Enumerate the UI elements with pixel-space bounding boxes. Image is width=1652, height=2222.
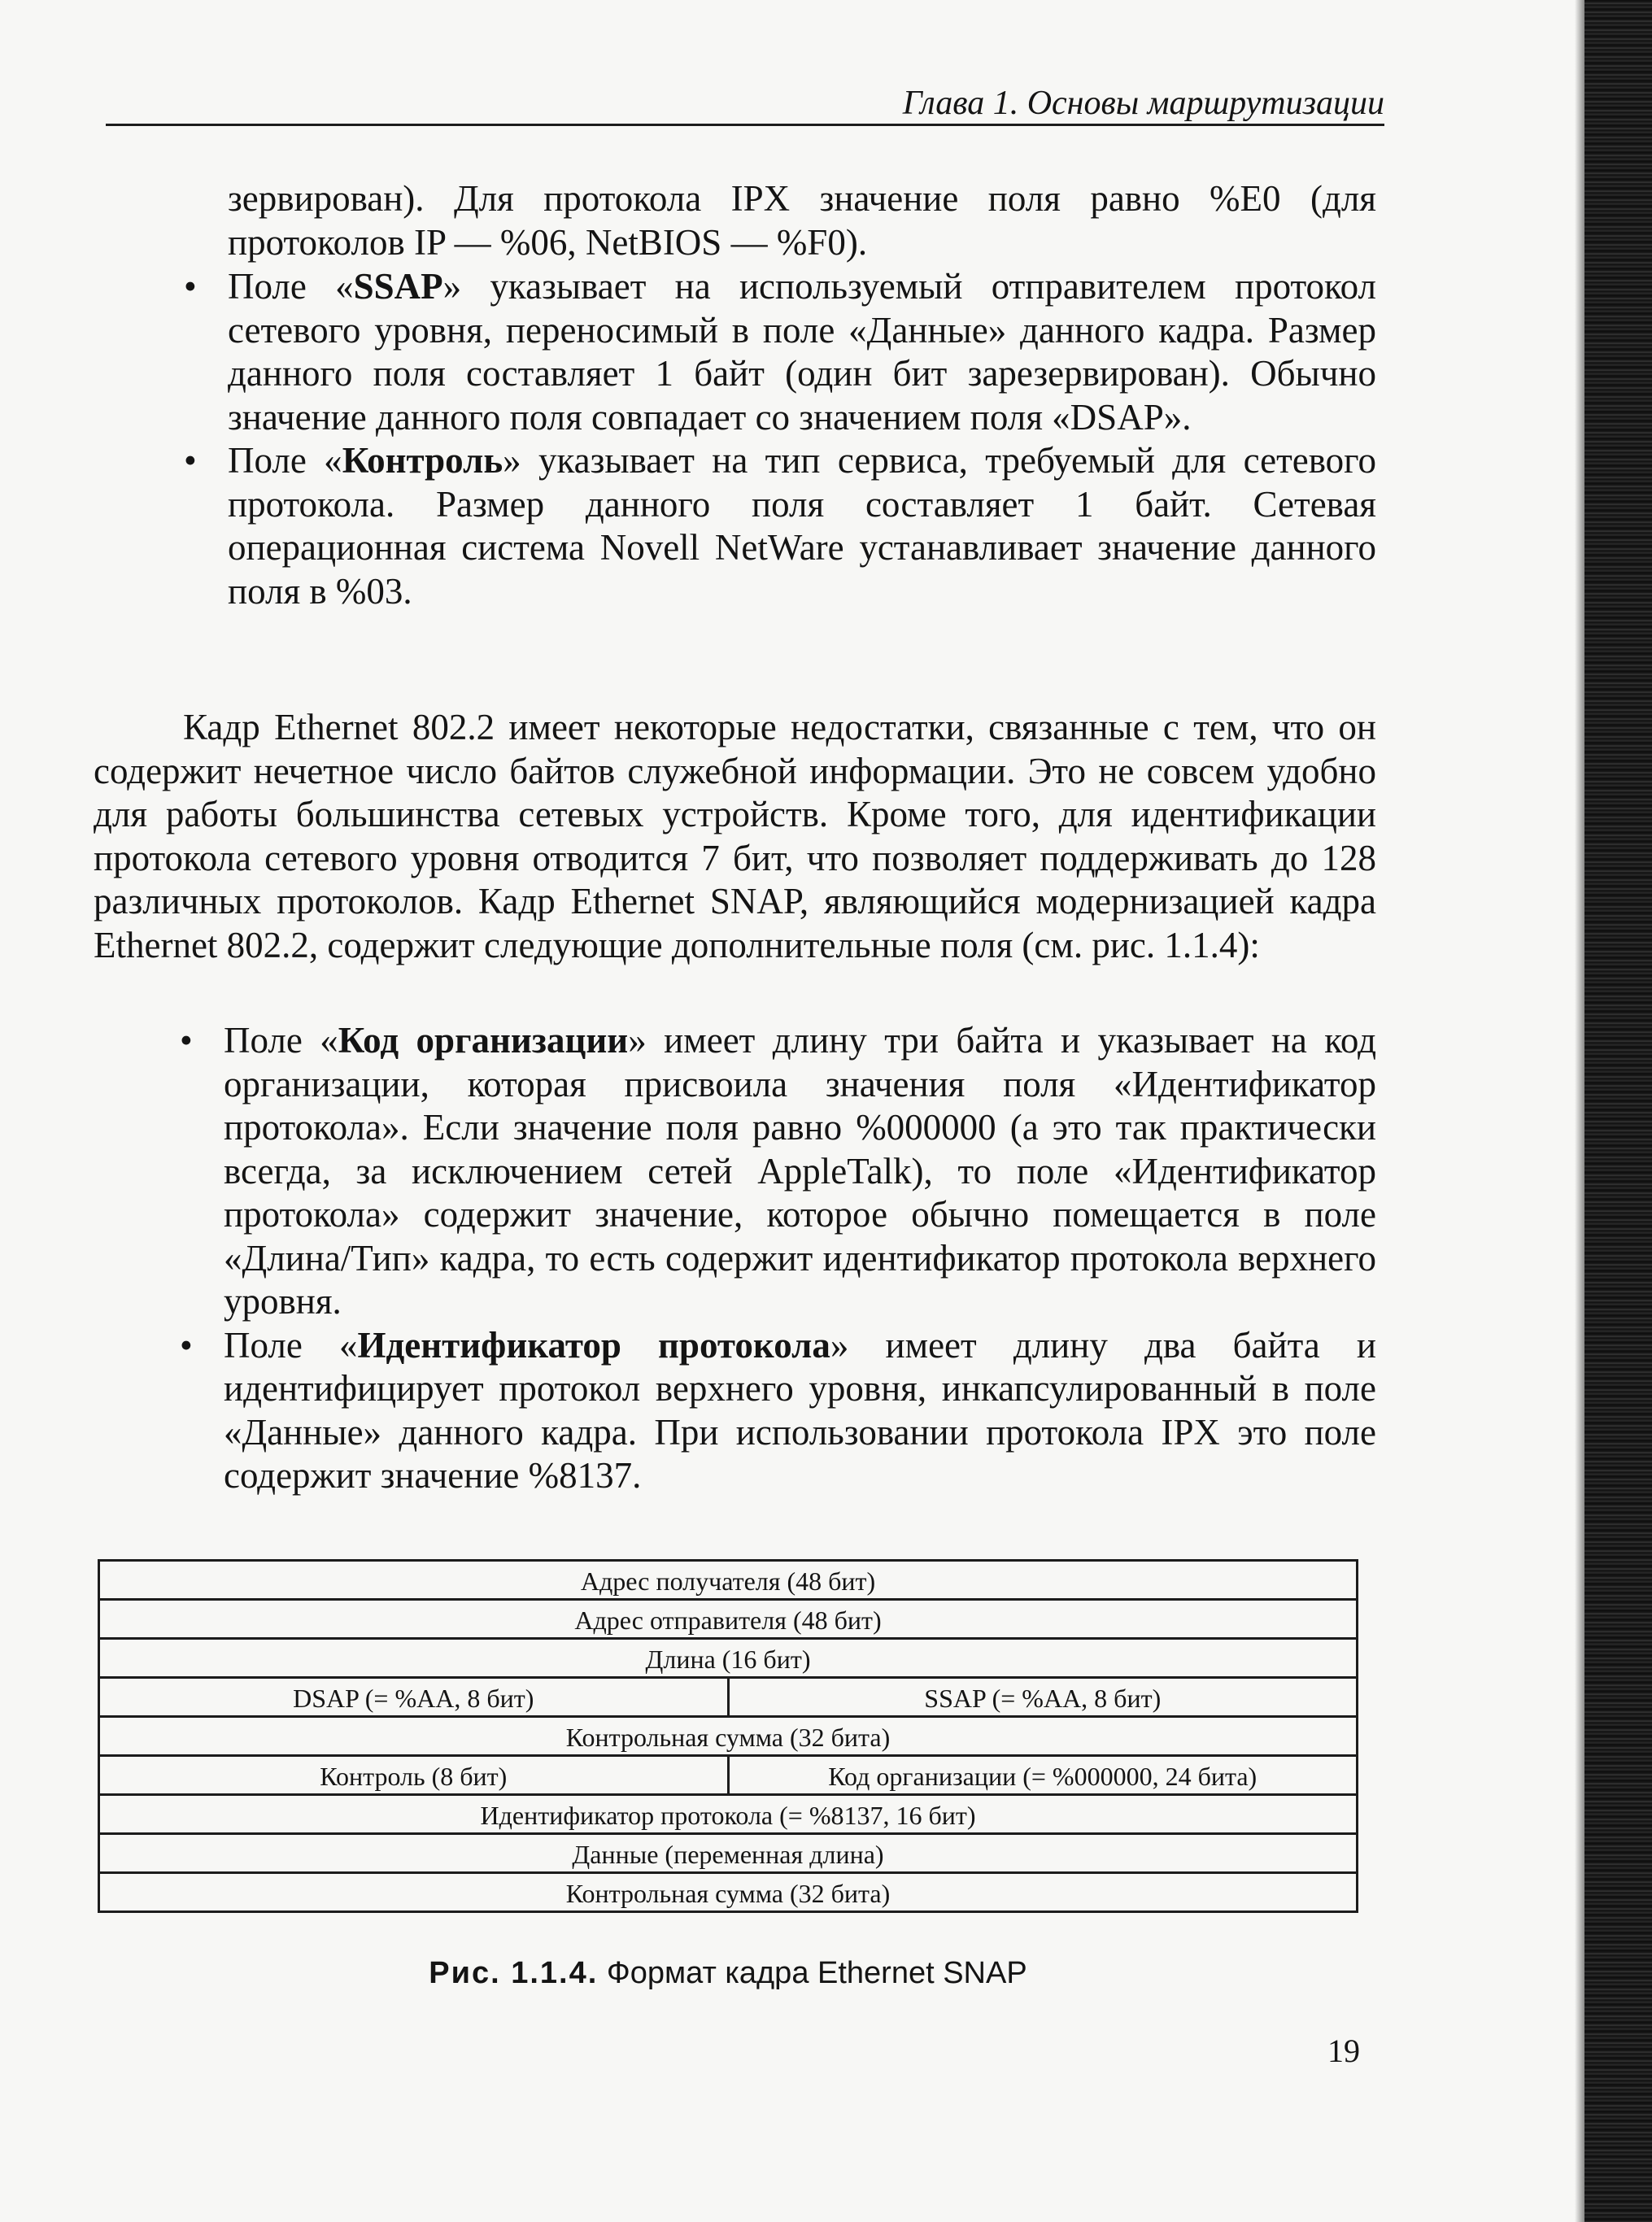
header-rule xyxy=(106,124,1384,126)
table-row xyxy=(99,1873,1358,1912)
frame-format-table xyxy=(98,1559,1358,1913)
table-row xyxy=(99,1795,1358,1834)
item-term: Идентификатор протокола xyxy=(357,1324,830,1366)
item-pre: Поле « xyxy=(228,266,354,307)
table-cell: Данные (переменная длина) xyxy=(99,1834,1358,1873)
page-number: 19 xyxy=(1327,2032,1360,2069)
binding-shadow xyxy=(1584,0,1652,2222)
table-row xyxy=(99,1834,1358,1873)
running-header: Глава 1. Основы маршрутизации xyxy=(902,85,1384,122)
figure-caption xyxy=(98,1954,1358,1992)
table-row xyxy=(99,1600,1358,1639)
continuation-text: зервирован). Для протокола IPX значение поля равно %E0 (для протоколов IP — %06, NetBIOS — %F0). xyxy=(228,178,1376,263)
item-term: Код организации xyxy=(338,1020,629,1061)
item-post: » указывает на используемый отправителем протокол сетевого уровня, переносимый в поле «Данные» данного кадра. Размер данного поля составляет 1 байт (один бит зарезервирован). Обычно значение данного поля совпадает со значением поля «DSAP». xyxy=(228,266,1376,438)
list-item-control xyxy=(184,439,1376,613)
field-list-b xyxy=(180,1019,1376,1498)
item-pre: Поле « xyxy=(228,440,342,481)
item-term: SSAP xyxy=(353,266,443,307)
table-cell: DSAP (= %AA, 8 бит) xyxy=(99,1678,729,1717)
bullet-icon: • xyxy=(184,440,197,481)
list-item-ssap xyxy=(184,265,1376,439)
caption-label: Рис. 1.1.4. xyxy=(429,1956,599,1990)
table-cell: Длина (16 бит) xyxy=(99,1639,1358,1678)
table-row xyxy=(99,1561,1358,1600)
table-row xyxy=(99,1717,1358,1756)
table-cell: Адрес отправителя (48 бит) xyxy=(99,1600,1358,1639)
table-cell: Код организации (= %000000, 24 бита) xyxy=(728,1756,1358,1795)
item-pre: Поле « xyxy=(224,1020,338,1061)
bullet-icon: • xyxy=(180,1020,193,1061)
item-term: Контроль xyxy=(342,440,503,481)
item-post: » указывает на тип сервиса, требуемый для сетевого протокола. Размер данного поля составляет 1 байт. Сетевая операционная система Novell NetWare устанавливает значение данного поля в %03. xyxy=(228,440,1376,612)
item-post: » имеет длину два байта и идентифицирует протокол верхнего уровня, инкапсулированный в поле «Данные» данного кадра. При использовании протокола IPX это поле содержит значение %8137. xyxy=(224,1324,1376,1496)
table-cell: Адрес получателя (48 бит) xyxy=(99,1561,1358,1600)
list-item-protocol-id xyxy=(180,1324,1376,1498)
table-row xyxy=(99,1756,1358,1795)
table-cell: SSAP (= %AA, 8 бит) xyxy=(728,1678,1358,1717)
table-cell: Контроль (8 бит) xyxy=(99,1756,729,1795)
field-list-a xyxy=(184,265,1376,613)
table-cell: Контрольная сумма (32 бита) xyxy=(99,1717,1358,1756)
table-row xyxy=(99,1678,1358,1717)
item-post: » имеет длину три байта и указывает на код организации, которая присвоила значения поля «Идентификатор протокола». Если значение поля равно %000000 (а это так практически всегда, за исключением сетей AppleTalk), то поле «Идентификатор протокола» содержит значение, которое обычно помещается в поле «Длина/Тип» кадра, то есть содержит идентификатор протокола верхнего уровня. xyxy=(224,1020,1376,1322)
table-cell: Контрольная сумма (32 бита) xyxy=(99,1873,1358,1912)
body-paragraph: Кадр Ethernet 802.2 имеет некоторые недостатки, связанные с тем, что он содержит нечетное число байтов служебной информации. Это не совсем удобно для работы большинства сетевых устройств. Кроме того, для идентификации протокола сетевого уровня отводится 7 бит, что позволяет поддерживать до 128 различных протоколов. Кадр Ethernet SNAP, являющийся модернизацией кадра Ethernet 802.2, содержит следующие дополнительные поля (см. рис. 1.1.4): xyxy=(94,707,1376,965)
list-item-org-code xyxy=(180,1019,1376,1324)
bullet-icon: • xyxy=(180,1324,193,1366)
bullet-icon: • xyxy=(184,266,197,307)
table-cell: Идентификатор протокола (= %8137, 16 бит) xyxy=(99,1795,1358,1834)
caption-text: Формат кадра Ethernet SNAP xyxy=(598,1956,1027,1990)
table-row xyxy=(99,1639,1358,1678)
item-pre: Поле « xyxy=(224,1324,358,1366)
